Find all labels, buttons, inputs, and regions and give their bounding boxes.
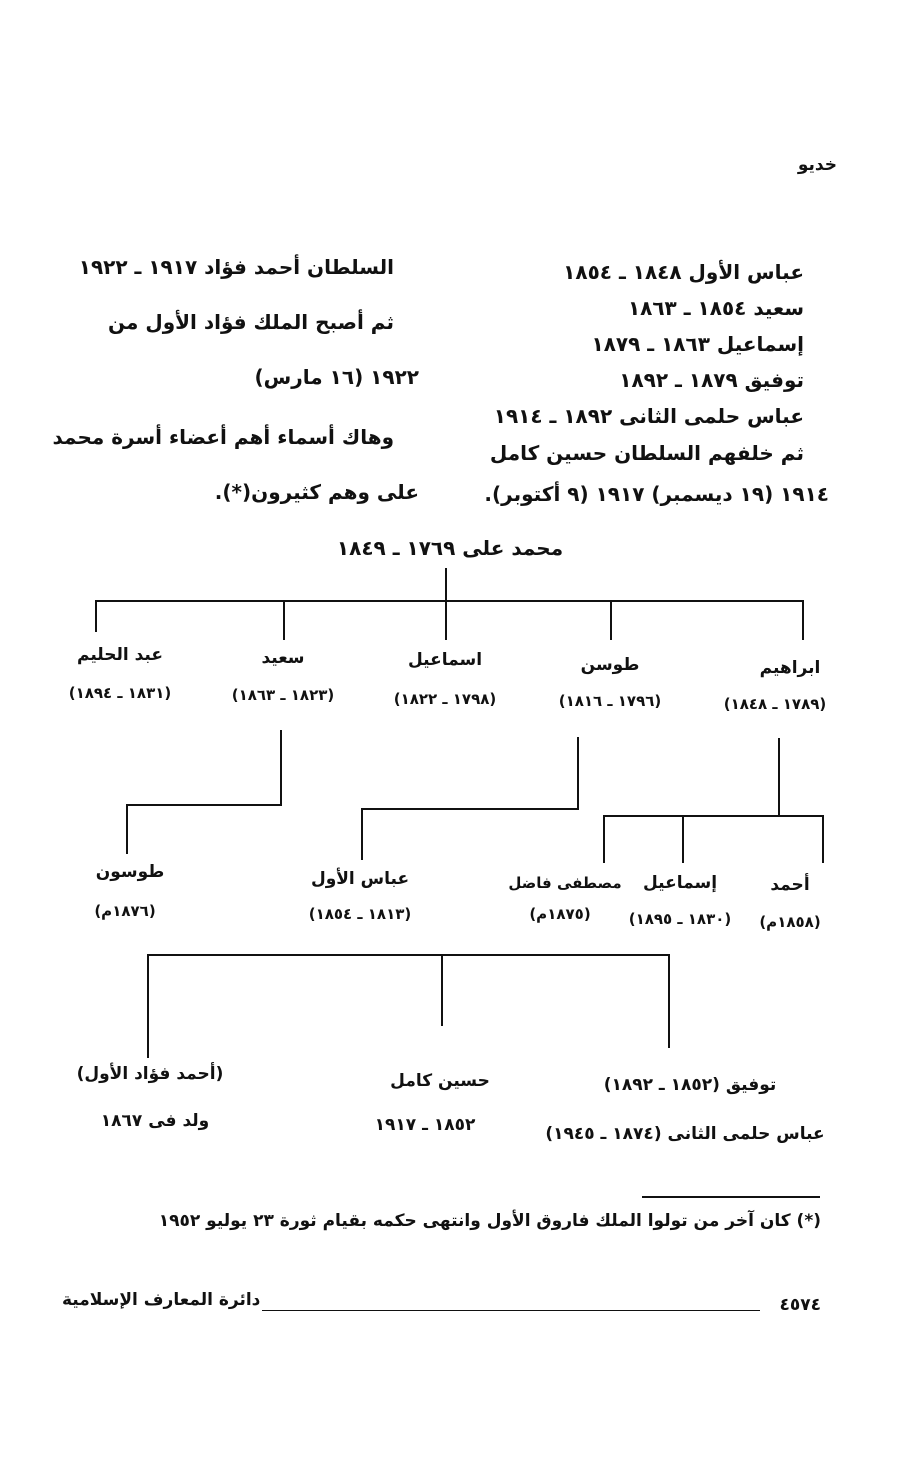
stem-mustafa (603, 815, 605, 863)
child-name-said: سعيد (261, 648, 305, 668)
ismail-child-hussein: حسين كامل (390, 1071, 490, 1091)
footer-rule (262, 1310, 760, 1311)
child-years-ibrahim: (١٧٨٩ ـ ١٨٤٨) (723, 695, 827, 713)
left-line-3: ١٩٢٢ (١٦ مارس) (254, 365, 419, 389)
child-years-ismail: (١٧٩٨ ـ ١٨٢٢) (393, 690, 497, 708)
gc-name-abbas1: عباس الأول (310, 869, 410, 889)
said-bar (126, 804, 282, 806)
gc-years-ahmad: (١٨٥٨م) (759, 913, 821, 931)
footnote-rule (642, 1196, 820, 1198)
child-name-tusun: طوسن (580, 655, 640, 675)
gc-years-abbas1: (١٨١٣ ـ ١٨٥٤) (308, 905, 412, 923)
left-line-1: السلطان أحمد فؤاد ١٩١٧ ـ ١٩٢٢ (78, 255, 394, 279)
child-name-ibrahim: ابراهيم (759, 658, 821, 678)
ruler-line-2: سعيد ١٨٥٤ ـ ١٨٦٣ (627, 296, 804, 320)
ruler-line-5: عباس حلمى الثانى ١٨٩٢ ـ ١٩١٤ (493, 404, 804, 428)
child-years-abdulhalim: (١٨٣١ ـ ١٨٩٤) (68, 684, 172, 702)
ruler-line-4: توفيق ١٨٧٩ ـ ١٨٩٢ (619, 368, 804, 392)
stem-ahmad-fuad (147, 954, 149, 1058)
ismail-child-hussein-sub: ١٨٥٢ ـ ١٩١٧ (374, 1115, 476, 1135)
gc-name-ismail: إسماعيل (642, 873, 718, 893)
footer-source: دائرة المعارف الإسلامية (62, 1290, 261, 1310)
ruler-line-1: عباس الأول ١٨٤٨ ـ ١٨٥٤ (563, 260, 804, 284)
stem-hussein (441, 954, 443, 1026)
gc-years-ismail: (١٨٣٠ ـ ١٨٩٥) (628, 910, 732, 928)
stem-said (283, 600, 285, 640)
footnote: (*) كان آخر من تولوا الملك فاروق الأول وانتهى حكمه بقيام ثورة ٢٣ يوليو ١٩٥٢ (158, 1211, 821, 1231)
tusun-down (577, 737, 579, 810)
page-title: خديو (797, 155, 837, 175)
stem-tawfiq (668, 954, 670, 1048)
ruler-line-7: ١٩١٤ (١٩ ديسمبر) ١٩١٧ (٩ أكتوبر). (484, 482, 829, 506)
ruler-line-3: إسماعيل ١٨٦٣ ـ ١٨٧٩ (591, 332, 804, 356)
ruler-line-6: ثم خلفهم السلطان حسين كامل (489, 441, 804, 465)
gc-name-tusun: طوسون (95, 862, 165, 882)
ismail-child-tawfiq-sub: عباس حلمى الثانى (١٨٧٤ ـ ١٩٤٥) (545, 1124, 825, 1144)
root-stem (445, 568, 447, 601)
gc-name-ahmad: أحمد (770, 875, 810, 895)
left-line-2: ثم أصبح الملك فؤاد الأول من (108, 310, 394, 334)
left-line-5: على وهم كثيرون(*). (214, 480, 419, 504)
ibrahim-bar (603, 815, 824, 817)
stem-ismail (445, 600, 447, 640)
gc-years-tusun: (١٨٧٦م) (94, 902, 156, 920)
page-number: ٤٥٧٤ (779, 1295, 821, 1315)
child-years-said: (١٨٢٣ ـ ١٨٦٣) (231, 686, 335, 704)
child-name-ismail: اسماعيل (407, 650, 483, 670)
left-line-4: وهاك أسماء أهم أعضاء أسرة محمد (52, 425, 394, 449)
gc-years-mustafa: (١٨٧٥م) (529, 905, 591, 923)
ismail-bar (147, 954, 670, 956)
stem-tusun2 (126, 804, 128, 854)
child-years-tusun: (١٧٩٦ ـ ١٨١٦) (558, 692, 662, 710)
stem-ismail2 (682, 815, 684, 863)
ibrahim-down (778, 738, 780, 816)
stem-tusun (610, 600, 612, 640)
stem-ahmad (822, 815, 824, 863)
stem-abdulhalim (95, 600, 97, 632)
ismail-child-tawfiq: توفيق (١٨٥٢ ـ ١٨٩٢) (603, 1075, 777, 1095)
said-down (280, 730, 282, 805)
children-bar (95, 600, 804, 602)
child-name-abdulhalim: عبد الحليم (77, 645, 163, 665)
stem-ibrahim (802, 600, 804, 640)
stem-abbas1 (361, 808, 363, 860)
ismail-child-fuad-sub: ولد فى ١٨٦٧ (100, 1111, 210, 1131)
gc-name-mustafa: مصطفى فاضل (508, 874, 622, 892)
tree-root-label: محمد على ١٧٦٩ ـ ١٨٤٩ (336, 536, 564, 560)
tusun-bar (361, 808, 579, 810)
ismail-child-fuad: (أحمد فؤاد الأول) (76, 1064, 224, 1084)
